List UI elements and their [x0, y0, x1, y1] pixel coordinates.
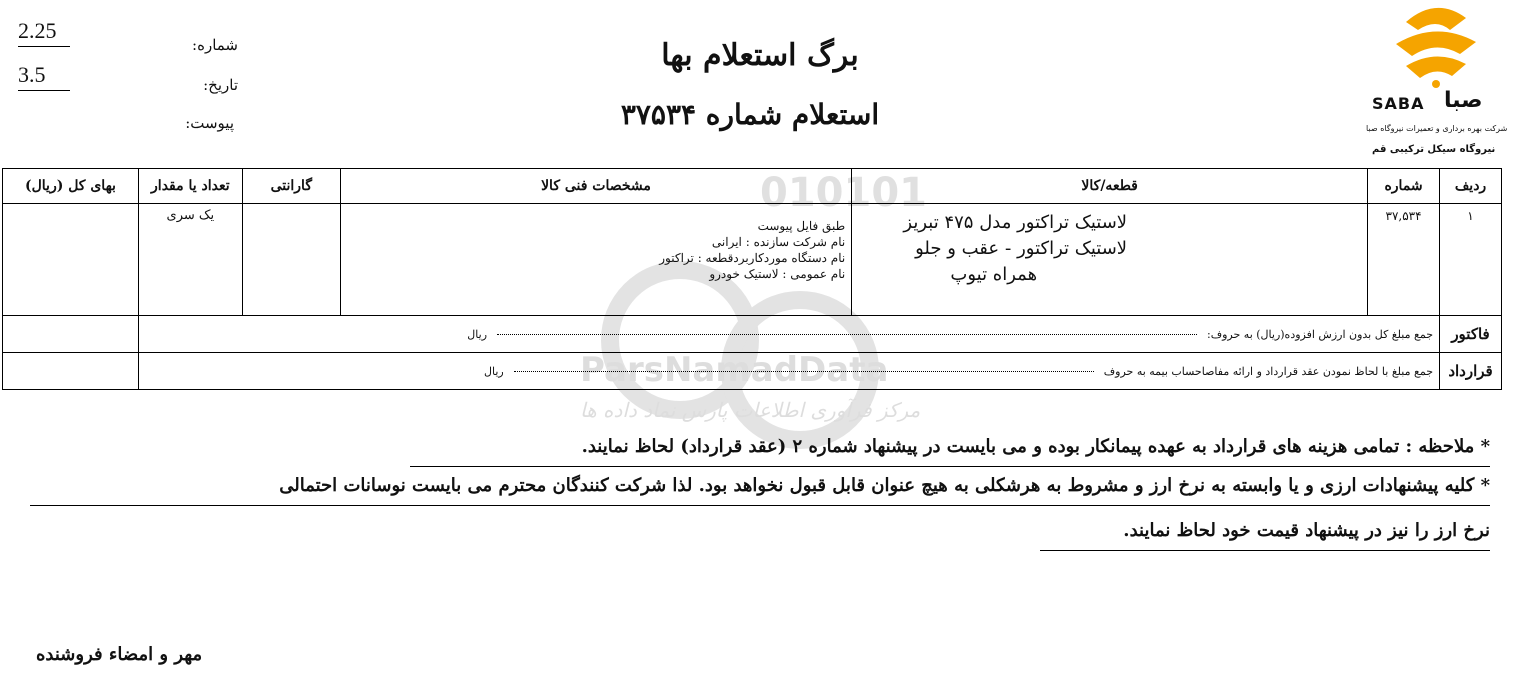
invoice-label: فاکتور	[1440, 316, 1502, 353]
contract-text: جمع مبلغ با لحاظ نمودن عقد قرارداد و ارائه مفاصاحساب بیمه به حروف	[1103, 364, 1434, 378]
note-line: * کلیه پیشنهادات ارزی و یا وابسته به نرخ ارز و مشروط به هرشکلی به هیچ عنوان قابل قبول نخواهد بود. لذا شرکت کنندگان محترم می بایست نوسانات احتمالی	[30, 467, 1490, 506]
invoice-text: جمع مبلغ کل بدون ارزش افزوده(ریال) به حروف:	[1207, 327, 1434, 341]
inquiry-table	[2, 168, 1502, 390]
cell-code: ۳۷,۵۳۴	[1368, 204, 1440, 316]
header-spec: مشخصات فنی کالا	[340, 169, 851, 204]
invoice-unit: ریال	[467, 327, 488, 341]
table-header-row	[3, 169, 1502, 204]
cell-spec	[340, 204, 851, 316]
item-line: همراه تیوپ	[950, 264, 1038, 285]
meta-date	[18, 62, 238, 102]
cell-warranty	[242, 204, 340, 316]
contract-unit: ریال	[484, 364, 504, 378]
header-code: شماره	[1368, 169, 1440, 204]
cell-quantity: یک سری	[138, 204, 242, 316]
logo-brand-fa: صبا	[1444, 88, 1483, 113]
cell-row-number: ۱	[1440, 204, 1502, 316]
item-line: لاستیک تراکتور - عقب و جلو	[915, 238, 1128, 259]
table-row	[3, 204, 1502, 316]
watermark-digits: 010101	[760, 170, 927, 216]
invoice-row	[3, 316, 1502, 353]
page-title: برگ استعلام بها	[661, 38, 859, 73]
contract-label: قرارداد	[1440, 353, 1502, 390]
logo-company-name: شرکت بهره برداری و تعمیرات نیروگاه صبا	[1366, 124, 1508, 133]
note-line: * ملاحظه : تمامی هزینه های قرارداد به عهده پیمانکار بوده و می بایست در پیشنهاد شماره ۲ (عقد قرارداد) لحاظ نمایند.	[410, 428, 1490, 467]
logo-brand-en: SABA	[1372, 94, 1425, 113]
saba-logo-icon	[1366, 0, 1506, 90]
item-line: لاستیک تراکتور مدل ۴۷۵ تبریز	[903, 212, 1128, 233]
spec-line: نام دستگاه موردکاربردقطعه : تراکتور	[659, 251, 846, 265]
cell-total	[3, 204, 139, 316]
cell-item	[852, 204, 1368, 316]
header-row-number: ردیف	[1440, 169, 1502, 204]
watermark-brand: ParsNamadData	[580, 350, 889, 390]
meta-number	[18, 18, 238, 58]
invoice-sum	[138, 316, 1439, 353]
header-item: قطعه/کالا	[852, 169, 1368, 204]
invoice-dots	[497, 334, 1197, 335]
header-quantity: تعداد یا مقدار	[138, 169, 242, 204]
logo-plant-name: نیروگاه سیکل ترکیبی قم	[1372, 144, 1496, 155]
header-total: بهای کل (ریال)	[3, 169, 139, 204]
contract-total-cell	[3, 353, 139, 390]
spec-line: نام شرکت سازنده : ایرانی	[711, 235, 846, 249]
meta-number-value: 2.25	[18, 18, 70, 47]
invoice-total-cell	[3, 316, 139, 353]
company-logo	[1366, 0, 1506, 160]
contract-dots	[514, 371, 1094, 372]
meta-date-value: 3.5	[18, 62, 70, 91]
page-subtitle: استعلام شماره ۳۷۵۳۴	[620, 98, 880, 131]
note-line: نرخ ارز را نیز در پیشنهاد قیمت خود لحاظ نمایند.	[1040, 512, 1490, 551]
signature-label: مهر و امضاء فروشنده	[36, 644, 203, 665]
spec-line: طبق فایل پیوست	[757, 219, 846, 233]
meta-date-label: تاریخ:	[203, 76, 238, 94]
contract-row	[3, 353, 1502, 390]
notes	[30, 428, 1490, 551]
meta-attachment-label: پیوست:	[185, 114, 234, 132]
contract-sum	[138, 353, 1439, 390]
meta-number-label: شماره:	[192, 36, 238, 54]
watermark-text: مرکز فرآوری اطلاعات پارس نماد داده ها	[580, 398, 921, 422]
spec-line: نام عمومی : لاستیک خودرو	[709, 267, 846, 281]
header-warranty: گارانتی	[242, 169, 340, 204]
